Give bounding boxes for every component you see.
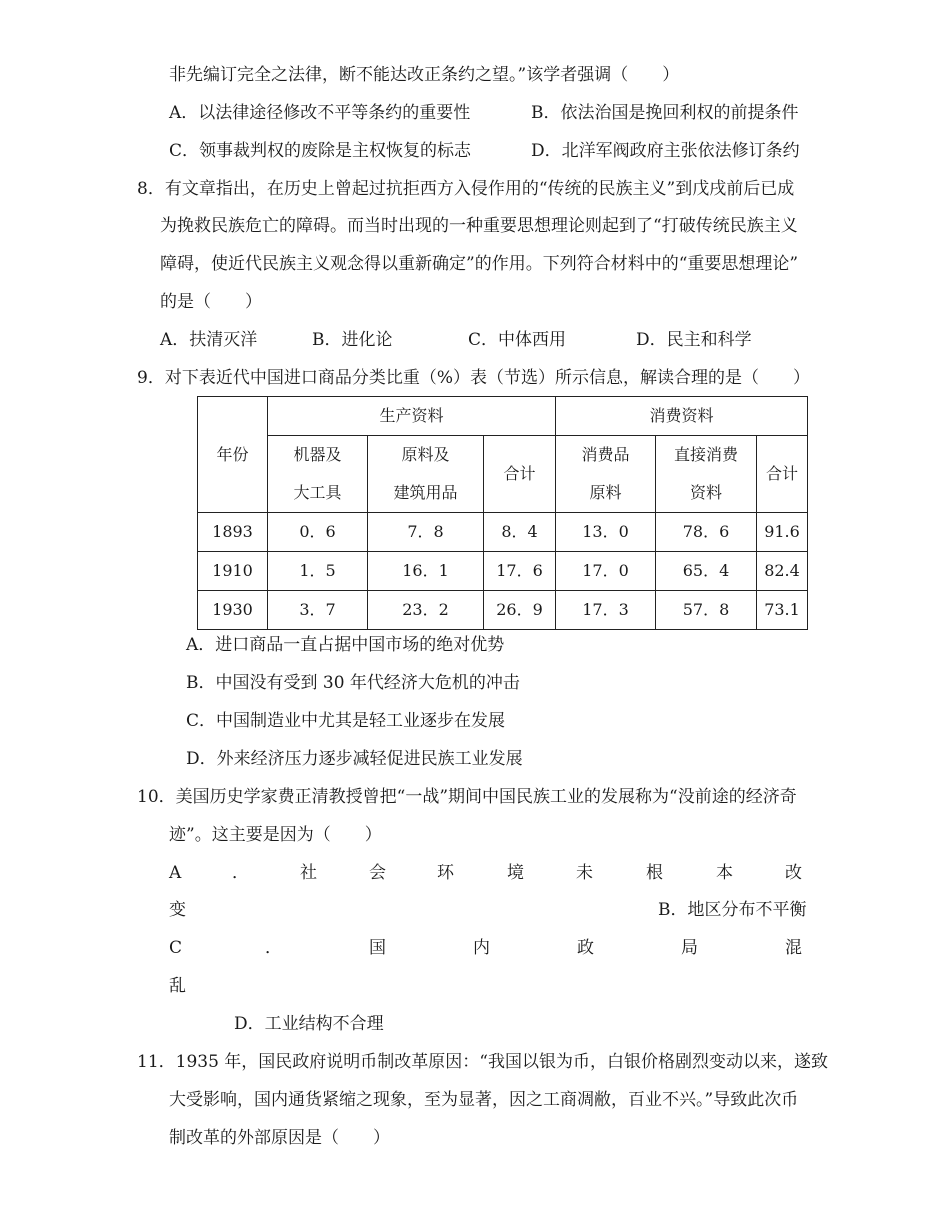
table-row xyxy=(198,513,808,552)
q10-stem-line1: 10．美国历史学家费正清教授曾把“一战”期间中国民族工业的发展称为“没前途的经济奇 xyxy=(137,787,797,807)
q10-option-a-char: 社 xyxy=(300,863,317,883)
cell-direct-consumption: 78．6 xyxy=(656,513,757,552)
q10-option-a-char: A xyxy=(169,863,182,883)
cell-subtotal-consumption: 91.6 xyxy=(757,513,808,552)
q10-stem-line2: 迹”。这主要是因为（ ） xyxy=(169,825,382,845)
cell-year: 1910 xyxy=(198,552,268,591)
cell-consumer-raw: 17．3 xyxy=(556,591,656,630)
q9-option-d[interactable]: D．外来经济压力逐步减轻促进民族工业发展 xyxy=(186,749,523,769)
header-consumption-group: 消费资料 xyxy=(556,397,808,436)
cell-year: 1930 xyxy=(198,591,268,630)
cell-year: 1893 xyxy=(198,513,268,552)
q8-stem-line1: 8．有文章指出，在历史上曾起过抗拒西方入侵作用的“传统的民族主义”到戊戌前后已成 xyxy=(137,179,795,199)
q10-option-c-char: C xyxy=(169,938,183,958)
cell-machine: 3．7 xyxy=(268,591,368,630)
header-year: 年份 xyxy=(198,397,268,513)
header-direct-consumption: 直接消费 资料 xyxy=(656,436,757,513)
q10-option-c-char: 局 xyxy=(681,938,698,958)
q10-option-a-char: ． xyxy=(232,863,249,883)
cell-consumer-raw: 13．0 xyxy=(556,513,656,552)
cell-subtotal-production: 8．4 xyxy=(484,513,556,552)
q10-option-c-char: ． xyxy=(265,938,282,958)
q11-stem-line2: 大受影响，国内通货紧缩之现象，至为显著，因之工商凋敝，百业不兴。”导致此次币 xyxy=(169,1090,799,1110)
q10-option-c-char: 混 xyxy=(785,938,802,958)
q8-option-d[interactable]: D．民主和科学 xyxy=(636,330,752,350)
q10-option-c-char: 内 xyxy=(473,938,490,958)
q9-stem: 9．对下表近代中国进口商品分类比重（%）表（节选）所示信息，解读合理的是（ ） xyxy=(137,368,810,388)
q7-option-b[interactable]: B．依法治国是挽回利权的前提条件 xyxy=(531,103,799,123)
table-row xyxy=(198,591,808,630)
q9-option-c[interactable]: C．中国制造业中尤其是轻工业逐步在发展 xyxy=(186,711,506,731)
q8-stem-line2: 为挽救民族危亡的障碍。而当时出现的一种重要思想理论则起到了“打破传统民族主义 xyxy=(160,216,798,236)
q8-stem-line4: 的是（ ） xyxy=(160,292,262,312)
q7-option-d[interactable]: D．北洋军阀政府主张依法修订条约 xyxy=(531,141,800,161)
q10-option-a-char: 境 xyxy=(507,863,524,883)
header-material: 原料及 建筑用品 xyxy=(368,436,484,513)
q11-stem-line3: 制改革的外部原因是（ ） xyxy=(169,1128,390,1148)
cell-direct-consumption: 57．8 xyxy=(656,591,757,630)
import-share-table xyxy=(197,396,808,630)
cell-subtotal-consumption: 82.4 xyxy=(757,552,808,591)
cell-subtotal-production: 26．9 xyxy=(484,591,556,630)
q10-option-c-char: 政 xyxy=(577,938,594,958)
header-subtotal-consumption: 合计 xyxy=(757,436,808,513)
q9-option-b[interactable]: B．中国没有受到 30 年代经济大危机的冲击 xyxy=(186,673,520,693)
q10-option-c-char: 乱 xyxy=(169,976,186,996)
q10-option-a-char: 本 xyxy=(716,863,733,883)
q10-option-a-char: 会 xyxy=(369,863,386,883)
q8-stem-line3: 障碍，使近代民族主义观念得以重新确定”的作用。下列符合材料中的“重要思想理论” xyxy=(160,254,799,274)
q8-option-a[interactable]: A．扶清灭洋 xyxy=(160,330,258,350)
q10-option-a-char: 未 xyxy=(576,863,593,883)
cell-direct-consumption: 65．4 xyxy=(656,552,757,591)
q10-option-a-char: 根 xyxy=(646,863,663,883)
cell-material: 23．2 xyxy=(368,591,484,630)
q7-option-a[interactable]: A．以法律途径修改不平等条约的重要性 xyxy=(169,103,471,123)
q10-option-d[interactable]: D．工业结构不合理 xyxy=(234,1014,384,1034)
q8-option-b[interactable]: B．进化论 xyxy=(312,330,393,350)
cell-material: 7．8 xyxy=(368,513,484,552)
cell-subtotal-consumption: 73.1 xyxy=(757,591,808,630)
q9-option-a[interactable]: A．进口商品一直占据中国市场的绝对优势 xyxy=(186,635,505,655)
header-subtotal-production: 合计 xyxy=(484,436,556,513)
cell-machine: 0．6 xyxy=(268,513,368,552)
q8-option-c[interactable]: C．中体西用 xyxy=(468,330,567,350)
q10-option-a-char: 变 xyxy=(169,900,186,920)
q10-option-a-char: 改 xyxy=(785,863,802,883)
header-production-group: 生产资料 xyxy=(268,397,556,436)
cell-subtotal-production: 17．6 xyxy=(484,552,556,591)
cell-machine: 1．5 xyxy=(268,552,368,591)
header-machine: 机器及 大工具 xyxy=(268,436,368,513)
cell-material: 16．1 xyxy=(368,552,484,591)
table-row xyxy=(198,552,808,591)
q11-stem-line1: 11．1935 年，国民政府说明币制改革原因：“我国以银为币，白银价格剧烈变动以来，遂致 xyxy=(137,1052,828,1072)
q10-option-b[interactable]: B．地区分布不平衡 xyxy=(658,900,807,920)
q7-stem-tail: 非先编订完全之法律，断不能达改正条约之望。”该学者强调（ ） xyxy=(169,65,680,85)
cell-consumer-raw: 17．0 xyxy=(556,552,656,591)
q7-option-c[interactable]: C．领事裁判权的废除是主权恢复的标志 xyxy=(169,141,472,161)
q10-option-a-char: 环 xyxy=(437,863,454,883)
header-consumer-raw: 消费品 原料 xyxy=(556,436,656,513)
q10-option-c-char: 国 xyxy=(369,938,386,958)
